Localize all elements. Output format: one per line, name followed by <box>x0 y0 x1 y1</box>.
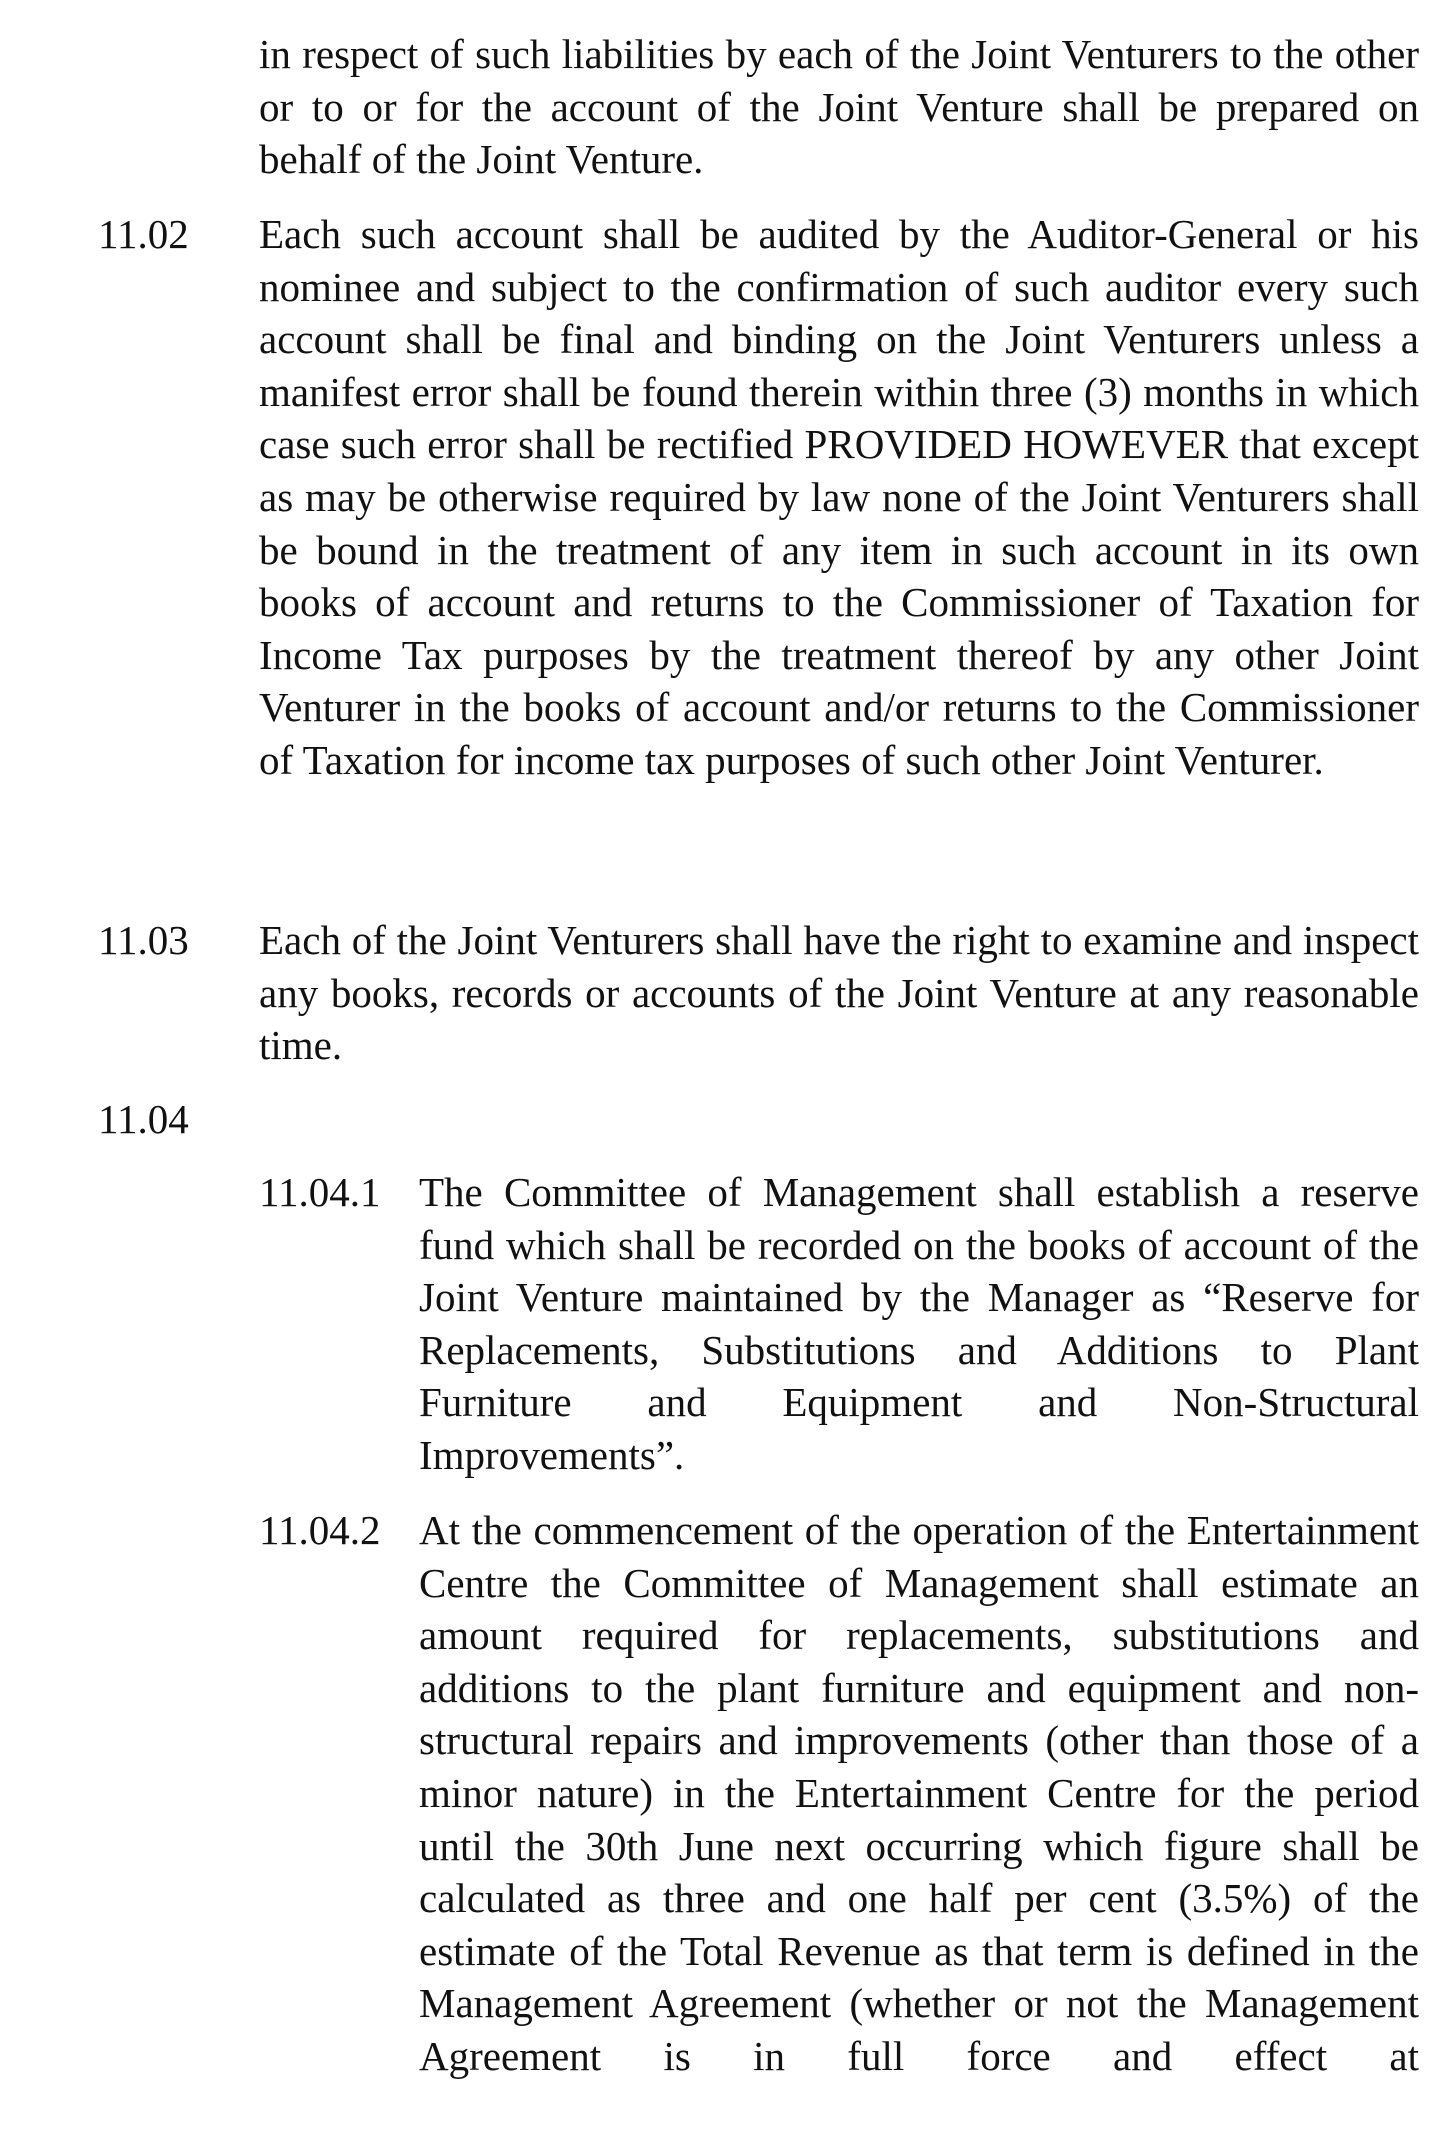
clause-number-11-03: 11.03 <box>98 917 189 963</box>
subclause-number-11-04-2: 11.04.2 <box>259 1507 381 1553</box>
clause-number-11-02: 11.02 <box>98 211 189 257</box>
clause-number-11-04: 11.04 <box>98 1096 189 1142</box>
clause-text-11-02: Each such account shall be audited by the Auditor-General or his nominee and subject to the confirmation of such auditor every such account shall be final and binding on the Joint Venturers unless a manifest error shall be found therein within three (3) months in which case such error shall be rectified PROVIDED HOWEVER that except as may be otherwise required by law none of the Joint Venturers shall be bound in the treatment of any item in such account in its own books of account and returns to the Commissioner of Taxation for Income Tax purposes by the treatment thereof by any other Joint Venturer in the books of account and/or returns to the Commissioner of Taxation for income tax purposes of such other Joint Venturer. <box>259 211 1419 783</box>
intro-paragraph: in respect of such liabilities by each of the Joint Venturers to the other or to or for the account of the Joint Venture shall be prepared on behalf of the Joint Venture. <box>259 31 1419 183</box>
subclause-text-11-04-2: At the commencement of the operation of the Entertainment Centre the Committee of Management shall estimate an amount required for replacements, substitutions and additions to the plant furniture and equipment and non-structural repairs and improvements (other than those of a minor nature) in the Entertainment Centre for the period until the 30th June next occurring which figure shall be calculated as three and one half per cent (3.5%) of the estimate of the Total Revenue as that term is defined in the Management Agreement (whether or not the Management Agreement is in full force and effect at <box>419 1507 1419 2079</box>
clause-text-11-03: Each of the Joint Venturers shall have the right to examine and inspect any books, records or accounts of the Joint Venture at any reasonable time. <box>259 917 1419 1069</box>
subclause-number-11-04-1: 11.04.1 <box>259 1169 381 1215</box>
subclause-text-11-04-1: The Committee of Management shall establish a reserve fund which shall be recorded on the books of account of the Joint Venture maintained by the Manager as “Reserve for Replacements, Substitutions and Additions to Plant Furniture and Equipment and Non-Structural Improvements”. <box>419 1169 1419 1478</box>
